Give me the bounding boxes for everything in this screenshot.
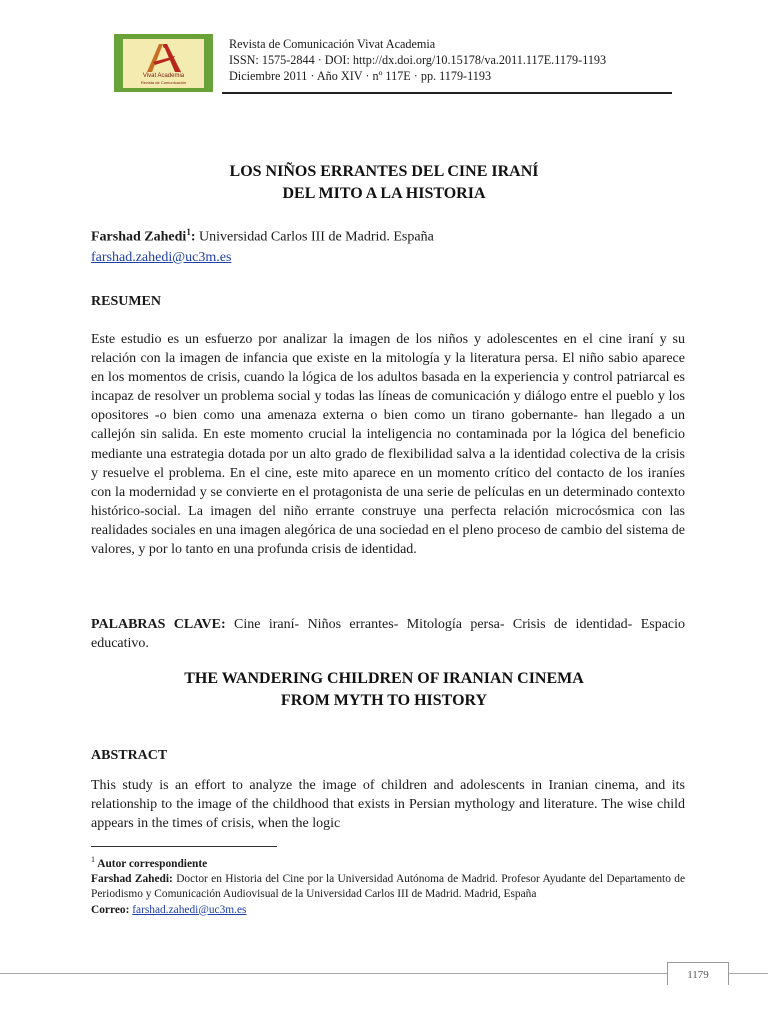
title-english-line2: FROM MYTH TO HISTORY <box>280 692 488 709</box>
keywords-text: Cine iraní- Niños errantes- Mitología persa- Crisis de identidad- Espacio educativo. <box>91 617 686 652</box>
issue-info: Diciembre 2011 · Año XIV · nº 117E · pp. 1179-1193 <box>229 69 492 83</box>
header-divider <box>222 92 672 94</box>
author-name: Farshad Zahedi <box>91 229 187 245</box>
footnote-correo-label: Correo: <box>91 903 130 916</box>
keywords <box>91 615 685 653</box>
footnote-bio: Doctor en Historia del Cine por la Universidad Autónoma de Madrid. Profesor Ayudante del Departamento de Periodismo y Comunicación Audiovisual de la Universidad Carlos III de Madrid. Madrid, España <box>91 873 685 901</box>
title-english-line1: THE WANDERING CHILDREN OF IRANIAN CINEMA <box>184 670 584 687</box>
keywords-label: PALABRAS CLAVE: <box>91 617 226 632</box>
title-spanish <box>0 161 768 205</box>
footnote <box>91 852 685 918</box>
abstract-text: This study is an effort to analyze the image of children and adolescents in Iranian cinema, and its relationship to the image of the childhood that exists in Persian mythology and literature. The wise child appears in the times of crisis, when the logic <box>91 778 685 832</box>
footnote-author-name: Farshad Zahedi: <box>91 873 173 886</box>
author-footnote-ref[interactable]: 1 <box>186 227 191 237</box>
page-footer-line <box>0 973 768 974</box>
title-spanish-line1: LOS NIÑOS ERRANTES DEL CINE IRANÍ <box>229 163 539 180</box>
logo-subtitle: Revista de Comunicación <box>140 80 187 85</box>
vivat-academia-logo-icon <box>137 42 189 74</box>
journal-name: Revista de Comunicación Vivat Academia <box>229 37 436 51</box>
resumen-text: Este estudio es un esfuerzo por analizar la imagen de los niños y adolescentes en el cine iraní y su relación con la imagen de infancia que existe en la mitología y la literatura persa. El niño sabio aparece en los momentos de crisis, cuando la lógica de los adultos basada en la experiencia y control patriarcal es incapaz de resolver un problema social y todas las líneas de comunicación y diálogo entre el pueblo y los opositores -o bien como una amenaza externa o bien como un tirano gobernante- han llegado a un callejón sin salida. En este momento crucial la inteligencia no contaminada por la lógica del beneficio mediante una estrategia dotada por un alto grado de flexibilidad salva a la identidad colectiva de la crisis y resuelve el problema. En el cine, este mito aparece en un momento crítico del contacto de los iraníes con la modernidad y se convierte en el protagonista de una serie de películas en un determinado contexto histórico-social. La imagen del niño errante construye una perfecta relación microcósmica con las realidades sociales en una imagen alegórica de una sociedad en el pleno proceso de cambio del sistema de valores, y por lo tanto en una profunda crisis de identidad. <box>91 332 685 558</box>
author-email-link[interactable]: farshad.zahedi@uc3m.es <box>91 249 232 265</box>
footnote-email-link[interactable]: farshad.zahedi@uc3m.es <box>132 903 247 916</box>
author-block <box>91 222 434 268</box>
issn-doi: ISSN: 1575-2844 · DOI: http://dx.doi.org/10.15178/va.2011.117E.1179-1193 <box>229 53 607 67</box>
footnote-divider <box>91 846 277 847</box>
author-colon: : <box>190 229 196 245</box>
footnote-number: 1 <box>91 855 95 864</box>
logo-name: Vivat Academia <box>142 73 185 79</box>
title-english <box>0 668 768 712</box>
journal-header <box>229 36 606 84</box>
page-number: 1179 <box>667 962 729 985</box>
footnote-title: Autor correspondiente <box>95 857 208 870</box>
journal-logo <box>114 34 213 92</box>
author-affiliation: Universidad Carlos III de Madrid. España <box>195 229 434 245</box>
title-spanish-line2: DEL MITO A LA HISTORIA <box>282 185 486 202</box>
abstract-heading: ABSTRACT <box>91 748 168 763</box>
resumen-heading: RESUMEN <box>91 294 162 309</box>
